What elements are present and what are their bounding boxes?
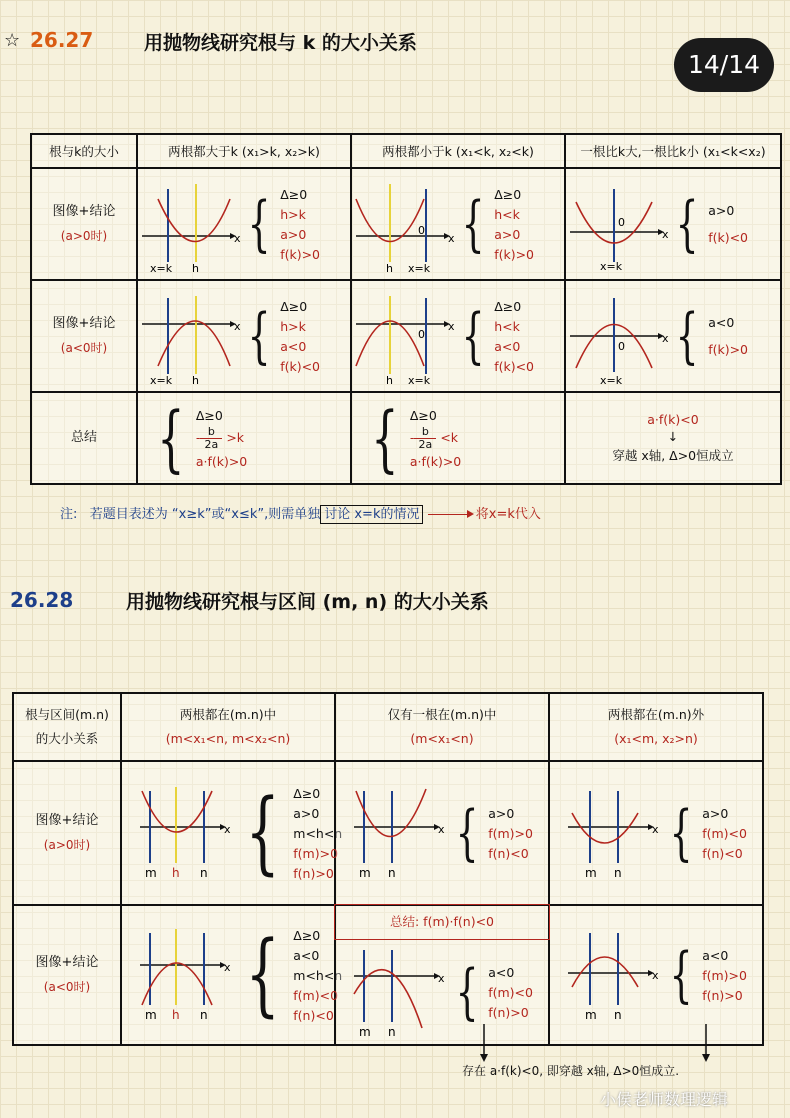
condition: f(n)<0	[702, 845, 743, 861]
row-label-text: 图像+结论	[35, 813, 99, 829]
root-interval-table	[12, 692, 764, 1046]
condition: h<k	[494, 318, 520, 334]
condition: f(n)>0	[293, 865, 334, 881]
summary-condition: - $\frac{b}{2a}$ <k	[409, 424, 459, 451]
condition: a<0	[708, 315, 735, 330]
condition: f(k)<0	[494, 358, 535, 374]
vertex-label: h	[386, 374, 393, 387]
condition: f(n)<0	[488, 845, 529, 861]
header-line: (m<x₁<n)	[410, 731, 474, 746]
frac-comp: <k	[440, 429, 459, 445]
condition: h>k	[280, 318, 306, 334]
header-line: 仅有一根在(m.n)中	[387, 707, 497, 723]
table-cell: x 0 h x=k { Δ≥0 h<k a<0 f(k)<0	[351, 280, 565, 392]
root-k-table	[30, 133, 782, 485]
n-label: n	[614, 866, 622, 880]
condition: a<0	[280, 338, 307, 354]
summary-cell: { Δ≥0 - $\frac{b}{2a}$ >k a·f(k)>0	[137, 392, 351, 484]
section-title: 用抛物线研究根与区间 (m, n) 的大小关系	[126, 591, 489, 613]
parabola-graph	[566, 286, 669, 387]
row-label-sub: (a<0时)	[60, 340, 108, 355]
parabola-graph	[352, 286, 455, 387]
m-label: m	[145, 1008, 157, 1022]
axis-label: x	[438, 972, 445, 985]
condition: a>0	[293, 805, 320, 821]
table-cell: x m n { a<0 f(m)>0 f(n)>0	[549, 905, 763, 1045]
condition: m<h<n	[293, 967, 343, 983]
axis-label: x	[448, 232, 455, 245]
table-cell: x m n { a>0 f(m)<0 f(n)<0	[549, 761, 763, 905]
table-cell: x x=k h { Δ≥0 h>k a<0 f(k)<0	[137, 280, 351, 392]
summary-condition: - $\frac{b}{2a}$ >k	[195, 424, 245, 451]
condition: f(m)<0	[702, 825, 747, 841]
section-title: 用抛物线研究根与 k 的大小关系	[144, 32, 417, 54]
header-cell	[335, 693, 549, 761]
origin-label: 0	[618, 340, 625, 353]
note-text: 若题目表述为 “x≥k”或“x≤k”,则需单独	[89, 507, 321, 522]
condition: a<0	[494, 338, 521, 354]
row-label	[13, 761, 121, 905]
summary-condition: a·f(k)>0	[195, 453, 248, 469]
condition: f(k)<0	[280, 358, 321, 374]
condition: a<0	[702, 947, 729, 963]
n-label: n	[388, 866, 396, 880]
header-line: 的大小关系	[35, 731, 99, 746]
condition: Δ≥0	[293, 927, 321, 943]
middle-summary: 总结: f(m)·f(n)<0	[334, 904, 550, 940]
header-cell: 一根比k大,一根比k小 (x₁<k<x₂)	[565, 134, 781, 168]
row-label	[31, 280, 137, 392]
header-line: 根与区间(m.n)	[25, 707, 109, 723]
header-line: (x₁<m, x₂>n)	[614, 731, 698, 746]
m-label: m	[359, 866, 371, 880]
header-cell	[121, 693, 335, 761]
condition: h>k	[280, 206, 306, 222]
condition: m<h<n	[293, 825, 343, 841]
header-cell: 根与k的大小	[31, 134, 137, 168]
vertex-label: h	[172, 1008, 180, 1022]
header-line: 两根都在(m.n)中	[179, 707, 277, 723]
axis-label: x	[438, 823, 445, 836]
summary-condition: a·f(k)>0	[409, 453, 462, 469]
bottom-note: 存在 a·f(k)<0, 即穿越 x轴, Δ>0恒成立.	[462, 1064, 680, 1078]
condition: f(m)>0	[488, 825, 533, 841]
row-label	[13, 905, 121, 1045]
condition: f(m)<0	[293, 987, 339, 1003]
parabola-graph	[350, 783, 446, 883]
axis-label: x=k	[600, 260, 623, 273]
row-label-text: 图像+结论	[52, 316, 116, 332]
row-label-text: 图像+结论	[35, 955, 99, 971]
condition: Δ≥0	[280, 298, 308, 314]
axis-label: x	[662, 228, 669, 241]
condition: f(n)>0	[488, 1004, 529, 1020]
vertex-label: h	[386, 262, 393, 275]
row-label: 总结	[31, 392, 137, 484]
condition: f(k)>0	[494, 246, 535, 262]
axis-label: x=k	[408, 262, 431, 275]
table-cell: x x=k h { Δ≥0 h>k a>0 f(k)>0	[137, 168, 351, 280]
summary-condition: a·f(k)<0	[647, 412, 699, 427]
frac-num: b	[421, 424, 429, 438]
vertex-label: h	[172, 866, 180, 880]
parabola-graph	[136, 925, 232, 1025]
axis-label: x=k	[150, 374, 173, 387]
axis-label: x=k	[600, 374, 623, 387]
row-label-sub: (a<0时)	[43, 979, 91, 994]
parabola-graph	[352, 174, 455, 275]
condition: a>0	[488, 805, 515, 821]
parabola-graph	[564, 783, 660, 883]
condition: h<k	[494, 206, 520, 222]
table-cell: x 0 x=k { a>0 f(k)<0	[565, 168, 781, 280]
condition: f(m)>0	[702, 967, 747, 983]
condition: a<0	[488, 964, 515, 980]
n-label: n	[388, 1025, 396, 1039]
frac-den: 2a	[418, 437, 433, 451]
condition: a>0	[708, 203, 735, 218]
m-label: m	[359, 1025, 371, 1039]
n-label: n	[614, 1008, 622, 1022]
parabola-graph	[564, 925, 660, 1025]
m-label: m	[585, 866, 597, 880]
condition: Δ≥0	[280, 186, 308, 202]
table-cell: x m n { a>0 f(m)>0 f(n)<0	[335, 761, 549, 905]
watermark: 小侯老师数理逻辑	[600, 1090, 729, 1109]
summary-conclusion: 穿越 x轴, Δ>0恒成立	[612, 448, 734, 463]
condition: f(n)>0	[702, 987, 743, 1003]
condition: f(k)>0	[280, 246, 321, 262]
note-result: 将x=k代入	[475, 507, 541, 522]
condition: a>0	[280, 226, 307, 242]
down-arrows	[470, 1024, 730, 1064]
table-cell: x 0 x=k { a<0 f(k)>0	[565, 280, 781, 392]
condition: f(k)<0	[708, 230, 749, 245]
header-cell: 两根都小于k (x₁<k, x₂<k)	[351, 134, 565, 168]
condition: f(m)>0	[293, 845, 339, 861]
origin-label: 0	[418, 224, 425, 237]
row-label-sub: (a>0时)	[60, 228, 108, 243]
condition: f(n)<0	[293, 1007, 334, 1023]
parabola-graph	[566, 174, 669, 274]
summary-cell	[565, 392, 781, 484]
axis-label: x=k	[408, 374, 431, 387]
right-arrow-icon	[428, 514, 472, 515]
condition: f(k)>0	[708, 342, 749, 357]
down-arrow-icon: ↓	[667, 429, 679, 444]
origin-label: 0	[418, 328, 425, 341]
axis-label: x	[652, 969, 659, 982]
star-icon: ☆	[4, 30, 21, 51]
note-prefix: 注:	[60, 507, 78, 522]
note	[60, 503, 541, 522]
header-line: 两根都在(m.n)外	[607, 707, 705, 723]
frac-den: 2a	[204, 437, 219, 451]
condition: Δ≥0	[293, 785, 321, 801]
m-label: m	[145, 866, 157, 880]
header-cell	[13, 693, 121, 761]
axis-label: x	[234, 320, 241, 333]
m-label: m	[585, 1008, 597, 1022]
condition: a>0	[494, 226, 521, 242]
page-indicator: 14/14	[674, 38, 774, 92]
table-cell: x m h n { Δ≥0 a<0 m<h<n f(m)<0 f(n)<0	[121, 905, 335, 1045]
condition: Δ≥0	[494, 298, 522, 314]
axis-label: x	[234, 232, 241, 245]
row-label	[31, 168, 137, 280]
section-number: 26.28	[10, 588, 74, 612]
n-label: n	[200, 866, 208, 880]
axis-label: x=k	[150, 262, 173, 275]
table-cell: x 0 h x=k { Δ≥0 h<k a>0 f(k)>0	[351, 168, 565, 280]
axis-label: x	[448, 320, 455, 333]
row-label-sub: (a>0时)	[43, 837, 91, 852]
axis-label: x	[662, 332, 669, 345]
parabola-graph	[350, 942, 446, 1042]
origin-label: 0	[618, 216, 625, 229]
table-cell: x m h n { Δ≥0 a>0 m<h<n f(m)>0 f(n)>0	[121, 761, 335, 905]
n-label: n	[200, 1008, 208, 1022]
parabola-graph	[138, 174, 241, 275]
condition: Δ≥0	[494, 186, 522, 202]
vertex-label: h	[192, 262, 199, 275]
table-cell: 总结: f(m)·f(n)<0 x m n { a<0 f(m)<0 f(n)>0	[335, 905, 549, 1045]
header-line: (m<x₁<n, m<x₂<n)	[165, 731, 291, 746]
condition: a<0	[293, 947, 320, 963]
header-cell	[549, 693, 763, 761]
header-cell: 两根都大于k (x₁>k, x₂>k)	[137, 134, 351, 168]
row-label-text: 图像+结论	[52, 204, 116, 220]
axis-label: x	[224, 823, 231, 836]
frac-comp: >k	[226, 429, 245, 445]
vertex-label: h	[192, 374, 199, 387]
parabola-graph	[138, 286, 241, 387]
axis-label: x	[224, 961, 231, 974]
frac-num: b	[207, 424, 215, 438]
parabola-graph	[136, 783, 232, 883]
summary-condition: Δ≥0	[409, 407, 437, 423]
note-boxed: 讨论 x=k的情况	[320, 505, 423, 524]
summary-condition: Δ≥0	[195, 407, 223, 423]
summary-cell: { Δ≥0 - $\frac{b}{2a}$ <k a·f(k)>0	[351, 392, 565, 484]
axis-label: x	[652, 823, 659, 836]
condition: f(m)<0	[488, 984, 533, 1000]
condition: a>0	[702, 805, 729, 821]
section-number: 26.27	[30, 28, 94, 52]
